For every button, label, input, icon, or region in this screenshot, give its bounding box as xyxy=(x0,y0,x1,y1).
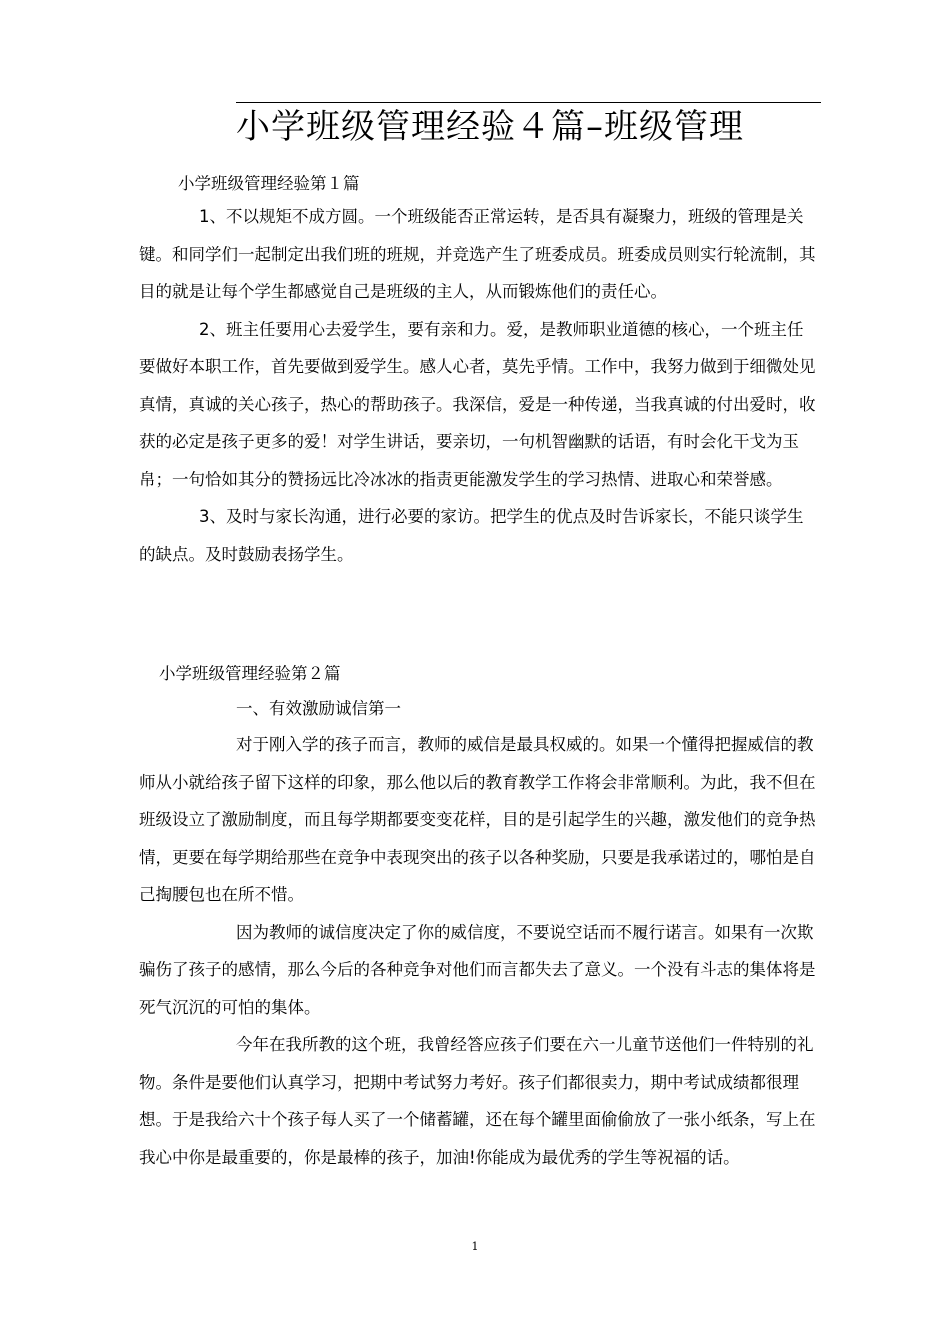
document-title: 小学班级管理经验４篇–班级管理 xyxy=(236,107,744,147)
paragraph: 今年在我所教的这个班，我曾经答应孩子们要在六一儿童节送他们一件特别的礼物。条件是要他们认真学习，把期中考试努力考好。孩子们都很卖力，期中考试成绩都很理想。于是我给六十个孩子每人买了一个储蓄罐，还在每个罐里面偷偷放了一张小纸条，写上在我心中你是最重要的，你是最棒的孩子，加油!你能成为最优秀的学生等祝福的话。 xyxy=(139,1035,816,1167)
section1-heading: 小学班级管理经验第１篇 xyxy=(178,174,360,193)
paragraph: 3、及时与家长沟通，进行必要的家访。把学生的优点及时告诉家长，不能只谈学生的缺点。及时鼓励表扬学生。 xyxy=(139,507,804,564)
section2-body xyxy=(139,726,819,1176)
paragraph: 1、不以规矩不成方圆。一个班级能否正常运转，是否具有凝聚力，班级的管理是关键。和同学们一起制定出我们班的班规，并竞选产生了班委成员。班委成员则实行轮流制，其目的就是让每个学生都感觉自己是班级的主人，从而锻炼他们的责任心。 xyxy=(139,207,816,301)
page-number: 1 xyxy=(471,1240,479,1253)
paragraph: 对于刚入学的孩子而言，教师的威信是最具权威的。如果一个懂得把握威信的教师从小就给孩子留下这样的印象，那么他以后的教育教学工作将会非常顺利。为此，我不但在班级设立了激励制度，而且每学期都要变变花样，目的是引起学生的兴趣，激发他们的竞争热情，更要在每学期给那些在竞争中表现突出的孩子以各种奖励，只要是我承诺过的，哪怕是自己掏腰包也在所不惜。 xyxy=(139,735,816,904)
section1-body xyxy=(139,198,819,573)
section2-heading: 小学班级管理经验第２篇 xyxy=(159,664,341,683)
section2-subheading: 一、有效激励诚信第一 xyxy=(236,699,401,718)
paragraph: 2、班主任要用心去爱学生，要有亲和力。爱，是教师职业道德的核心，一个班主任要做好本职工作，首先要做到爱学生。感人心者，莫先乎情。工作中，我努力做到于细微处见真情，真诚的关心孩子，热心的帮助孩子。我深信，爱是一种传递，当我真诚的付出爱时，收获的必定是孩子更多的爱！对学生讲话，要亲切，一句机智幽默的话语，有时会化干戈为玉帛；一句恰如其分的赞扬远比冷冰冰的指责更能激发学生的学习热情、进取心和荣誉感。 xyxy=(139,319,816,489)
header-rule xyxy=(236,102,821,103)
paragraph: 因为教师的诚信度决定了你的威信度，不要说空话而不履行诺言。如果有一次欺骗伤了孩子的感情，那么今后的各种竞争对他们而言都失去了意义。一个没有斗志的集体将是死气沉沉的可怕的集体。 xyxy=(139,922,816,1017)
